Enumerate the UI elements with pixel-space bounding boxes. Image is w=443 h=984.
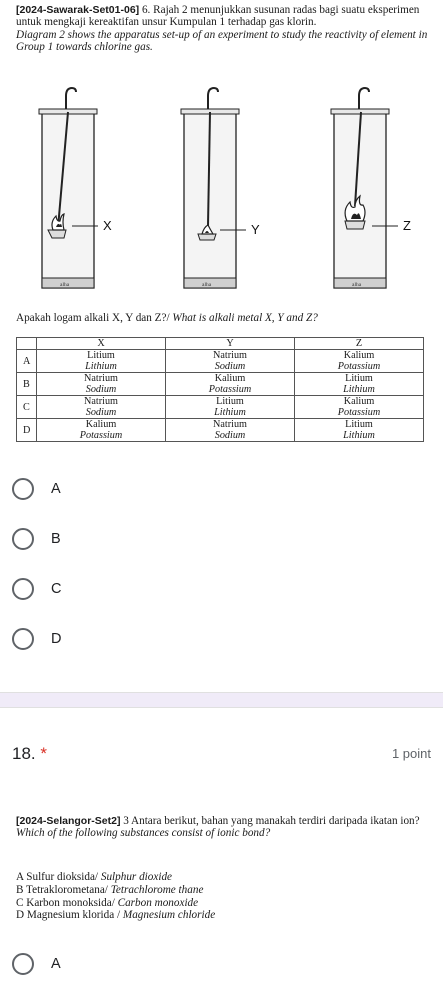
- q18-option-c: [16, 897, 215, 910]
- answer-table-header-row: [17, 338, 424, 350]
- diagram-jar-text-y: alha: [202, 282, 212, 288]
- table-cell: [37, 350, 166, 373]
- q18-body: [16, 815, 426, 839]
- choice-d-label: D: [51, 631, 62, 647]
- cell-en: Sodium: [85, 407, 117, 418]
- table-cell: [37, 396, 166, 419]
- choice-b-label: B: [51, 531, 61, 547]
- choice-d[interactable]: [12, 628, 61, 650]
- q18-choice-a-label: A: [51, 956, 61, 972]
- cell-ms: Kalium: [214, 373, 246, 384]
- table-cell: [166, 350, 295, 373]
- table-row-option: D: [17, 419, 37, 442]
- cell-ms: Litium: [216, 396, 244, 407]
- radio-d[interactable]: [12, 628, 34, 650]
- diagram-label-x: X: [103, 218, 112, 233]
- q18-tag: [2024-Selangor-Set2]: [16, 815, 121, 827]
- table-cell: [295, 396, 424, 419]
- table-row-option: B: [17, 373, 37, 396]
- cell-ms: Litium: [87, 350, 115, 361]
- q18-choice-a[interactable]: [12, 953, 61, 975]
- choice-a[interactable]: [12, 478, 61, 500]
- q18-option-a-ms: A Sulfur dioksida/: [16, 871, 99, 883]
- table-cell: [166, 419, 295, 442]
- gas-jar-x: [39, 88, 98, 288]
- cell-en: Lithium: [343, 384, 375, 395]
- table-cell: [37, 419, 166, 442]
- cell-ms: Kalium: [343, 350, 375, 361]
- cell-en: Potassium: [79, 430, 123, 441]
- table-cell: [295, 373, 424, 396]
- choice-b[interactable]: [12, 528, 61, 550]
- q18-question-en: Which of the following substances consist of ionic bond?: [16, 827, 271, 840]
- cell-ms: Natrium: [213, 350, 247, 361]
- required-asterisk: *: [40, 744, 47, 763]
- q18-option-c-en: Carbon monoxide: [117, 896, 199, 909]
- choice-c-label: C: [51, 581, 62, 597]
- cell-en: Lithium: [214, 407, 246, 418]
- cell-en: Potassium: [337, 407, 381, 418]
- radio-c[interactable]: [12, 578, 34, 600]
- cell-en: Lithium: [343, 430, 375, 441]
- table-row-option: A: [17, 350, 37, 373]
- answer-table-header-y: Y: [166, 338, 295, 350]
- q18-option-d: [16, 909, 215, 922]
- q18-option-b: [16, 884, 215, 897]
- cell-en: Potassium: [337, 361, 381, 372]
- table-cell: [37, 373, 166, 396]
- q18-radio-a[interactable]: [12, 953, 34, 975]
- choice-c[interactable]: [12, 578, 61, 600]
- table-row: [17, 396, 424, 419]
- q18-number: 18.: [12, 744, 36, 763]
- table-row: [17, 350, 424, 373]
- cell-en: Sodium: [214, 361, 246, 372]
- table-cell: [166, 396, 295, 419]
- cell-en: Lithium: [85, 361, 117, 372]
- q17-intro-en: Diagram 2 shows the apparatus set-up of an experiment to study the reactivity of element in Group 1 towards chlorine gas.: [16, 28, 428, 54]
- q18-points: 1 point: [391, 746, 431, 761]
- table-row-option: C: [17, 396, 37, 419]
- q18-option-b-ms: B Tetraklorometana/: [16, 883, 108, 896]
- cell-ms: Kalium: [85, 419, 117, 430]
- cell-en: Sodium: [85, 384, 117, 395]
- q18-option-a-en: Sulphur dioxide: [100, 871, 173, 883]
- choice-a-label: A: [51, 481, 61, 497]
- answer-table: [16, 337, 424, 442]
- q18-option-d-ms: D Magnesium klorida /: [16, 909, 121, 922]
- gas-jar-z: [331, 88, 398, 288]
- cell-ms: Natrium: [84, 396, 118, 407]
- table-row: [17, 373, 424, 396]
- cell-ms: Litium: [345, 419, 373, 430]
- table-cell: [295, 350, 424, 373]
- q17-question-en: What is alkali metal X, Y and Z?: [172, 312, 318, 324]
- gas-jar-y: [181, 88, 246, 288]
- cell-ms: Natrium: [84, 373, 118, 384]
- radio-a[interactable]: [12, 478, 34, 500]
- answer-table-header-z: Z: [295, 338, 424, 350]
- table-cell: [166, 373, 295, 396]
- q17-header: [16, 4, 431, 54]
- q18-option-d-en: Magnesium chloride: [122, 909, 216, 922]
- table-cell: [295, 419, 424, 442]
- cell-ms: Litium: [345, 373, 373, 384]
- cell-en: Sodium: [214, 430, 246, 441]
- q18-option-c-ms: C Karbon monoksida/: [16, 896, 115, 909]
- question-divider: [0, 692, 443, 708]
- q17-question-ms: Apakah logam alkali X, Y dan Z?/: [16, 312, 170, 324]
- cell-ms: Kalium: [343, 396, 375, 407]
- q17-question: [16, 312, 318, 324]
- apparatus-diagram: [0, 76, 443, 298]
- answer-table-header-blank: [17, 338, 37, 350]
- q18-question-ms: 3 Antara berikut, bahan yang manakah terdiri daripada ikatan ion?: [123, 815, 420, 827]
- radio-b[interactable]: [12, 528, 34, 550]
- q18-option-b-en: Tetrachlorome thane: [110, 883, 204, 896]
- diagram-label-z: Z: [403, 218, 411, 233]
- diagram-jar-text-z: alha: [352, 282, 362, 288]
- answer-table-header-x: X: [37, 338, 166, 350]
- q17-tag: [2024-Sawarak-Set01-06]: [16, 4, 140, 16]
- diagram-jar-text-x: alha: [60, 282, 70, 288]
- diagram-label-y: Y: [251, 222, 260, 237]
- cell-en: Potassium: [208, 384, 252, 395]
- q18-option-a: [16, 871, 215, 884]
- q18-options: [16, 871, 215, 922]
- q18-title: [12, 744, 47, 764]
- q17-intro-ms: 6. Rajah 2 menunjukkan susunan radas bagi suatu eksperimen untuk mengkaji kereaktifan unsur Kumpulan 1 terhadap gas klorin.: [16, 4, 420, 29]
- table-row: [17, 419, 424, 442]
- cell-ms: Natrium: [213, 419, 247, 430]
